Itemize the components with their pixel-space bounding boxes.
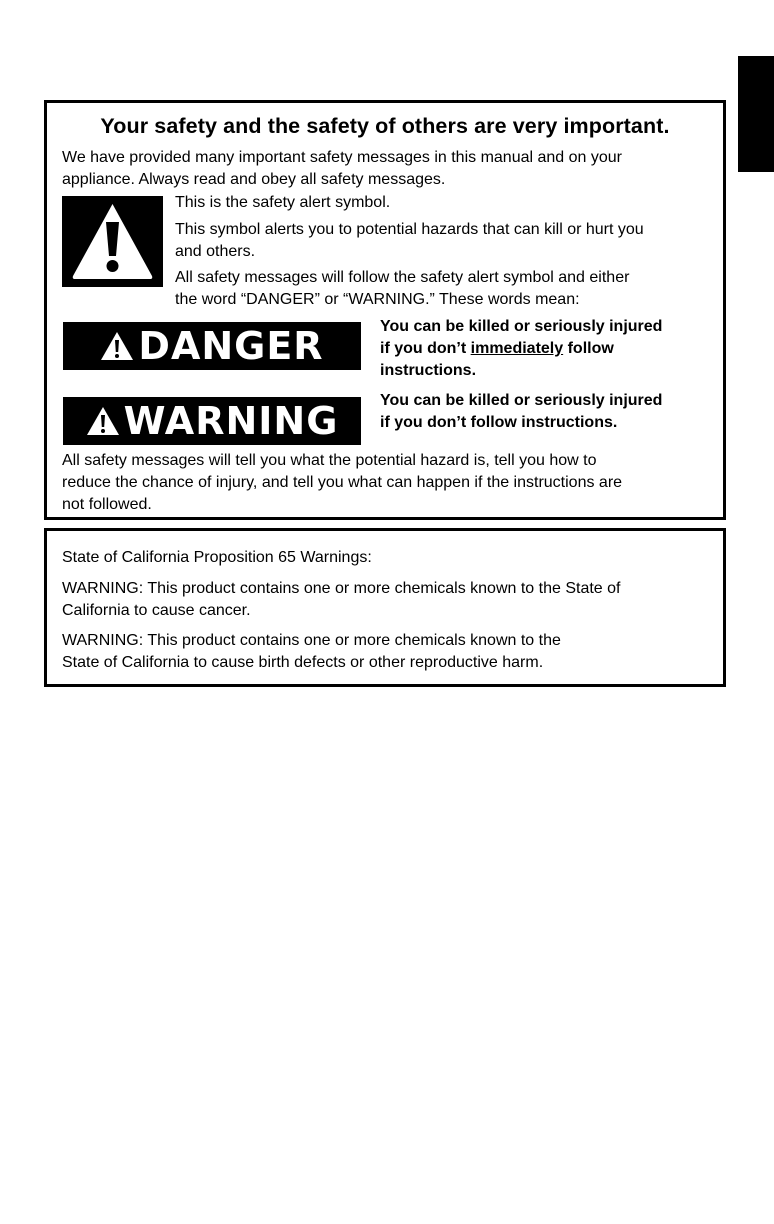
safety-box (44, 100, 726, 520)
intro-line-1: We have provided many important safety messages in this manual and on your (62, 149, 622, 166)
alerts-line-1: This symbol alerts you to potential hazards that can kill or hurt you (175, 221, 644, 238)
danger-line-1: You can be killed or seriously injured (380, 318, 663, 335)
section-tab-marker (738, 56, 774, 172)
warning-triangle-icon (86, 406, 120, 436)
safety-title: Your safety and the safety of others are very important. (100, 114, 670, 138)
warning-label: WARNING (123, 399, 339, 443)
warning-triangle-icon (100, 331, 134, 361)
prop65-heading: State of California Proposition 65 Warnings: (62, 549, 372, 566)
warning-signal-banner (63, 397, 361, 445)
danger-line-2 (380, 338, 614, 360)
danger-signal-banner (63, 322, 361, 370)
prop65-warning-2-line-1: WARNING: This product contains one or more chemicals known to the (62, 632, 561, 649)
closing-line-2: reduce the chance of injury, and tell you what can happen if the instructions are (62, 474, 623, 491)
prop65-warning-1-line-1: WARNING: This product contains one or more chemicals known to the State of (62, 580, 621, 597)
intro-line-2: appliance. Always read and obey all safety messages. (62, 171, 446, 188)
prop65-warning-2-line-2: State of California to cause birth defects or other reproductive harm. (62, 654, 544, 671)
warning-line-1: You can be killed or seriously injured (380, 392, 663, 409)
closing-line-3: not followed. (62, 496, 152, 513)
symbol-line: This is the safety alert symbol. (175, 194, 391, 211)
alerts-line-2: and others. (175, 243, 256, 260)
warning-line-2: if you don’t follow instructions. (380, 414, 618, 431)
prop65-warning-1-line-2: California to cause cancer. (62, 602, 251, 619)
danger-line-2-underlined: immediately (470, 340, 564, 357)
danger-label: DANGER (138, 324, 324, 368)
warning-triangle-icon (62, 196, 163, 287)
closing-line-1: All safety messages will tell you what the potential hazard is, tell you how to (62, 452, 597, 469)
prop65-box (44, 528, 726, 687)
follow-line-2: the word “DANGER” or “WARNING.” These words mean: (175, 291, 580, 308)
safety-alert-symbol (62, 196, 163, 287)
follow-line-1: All safety messages will follow the safety alert symbol and either (175, 269, 630, 286)
danger-line-2-pre: if you don’t (380, 340, 471, 357)
danger-line-3: instructions. (380, 362, 477, 379)
danger-line-2-post: follow (563, 340, 614, 357)
